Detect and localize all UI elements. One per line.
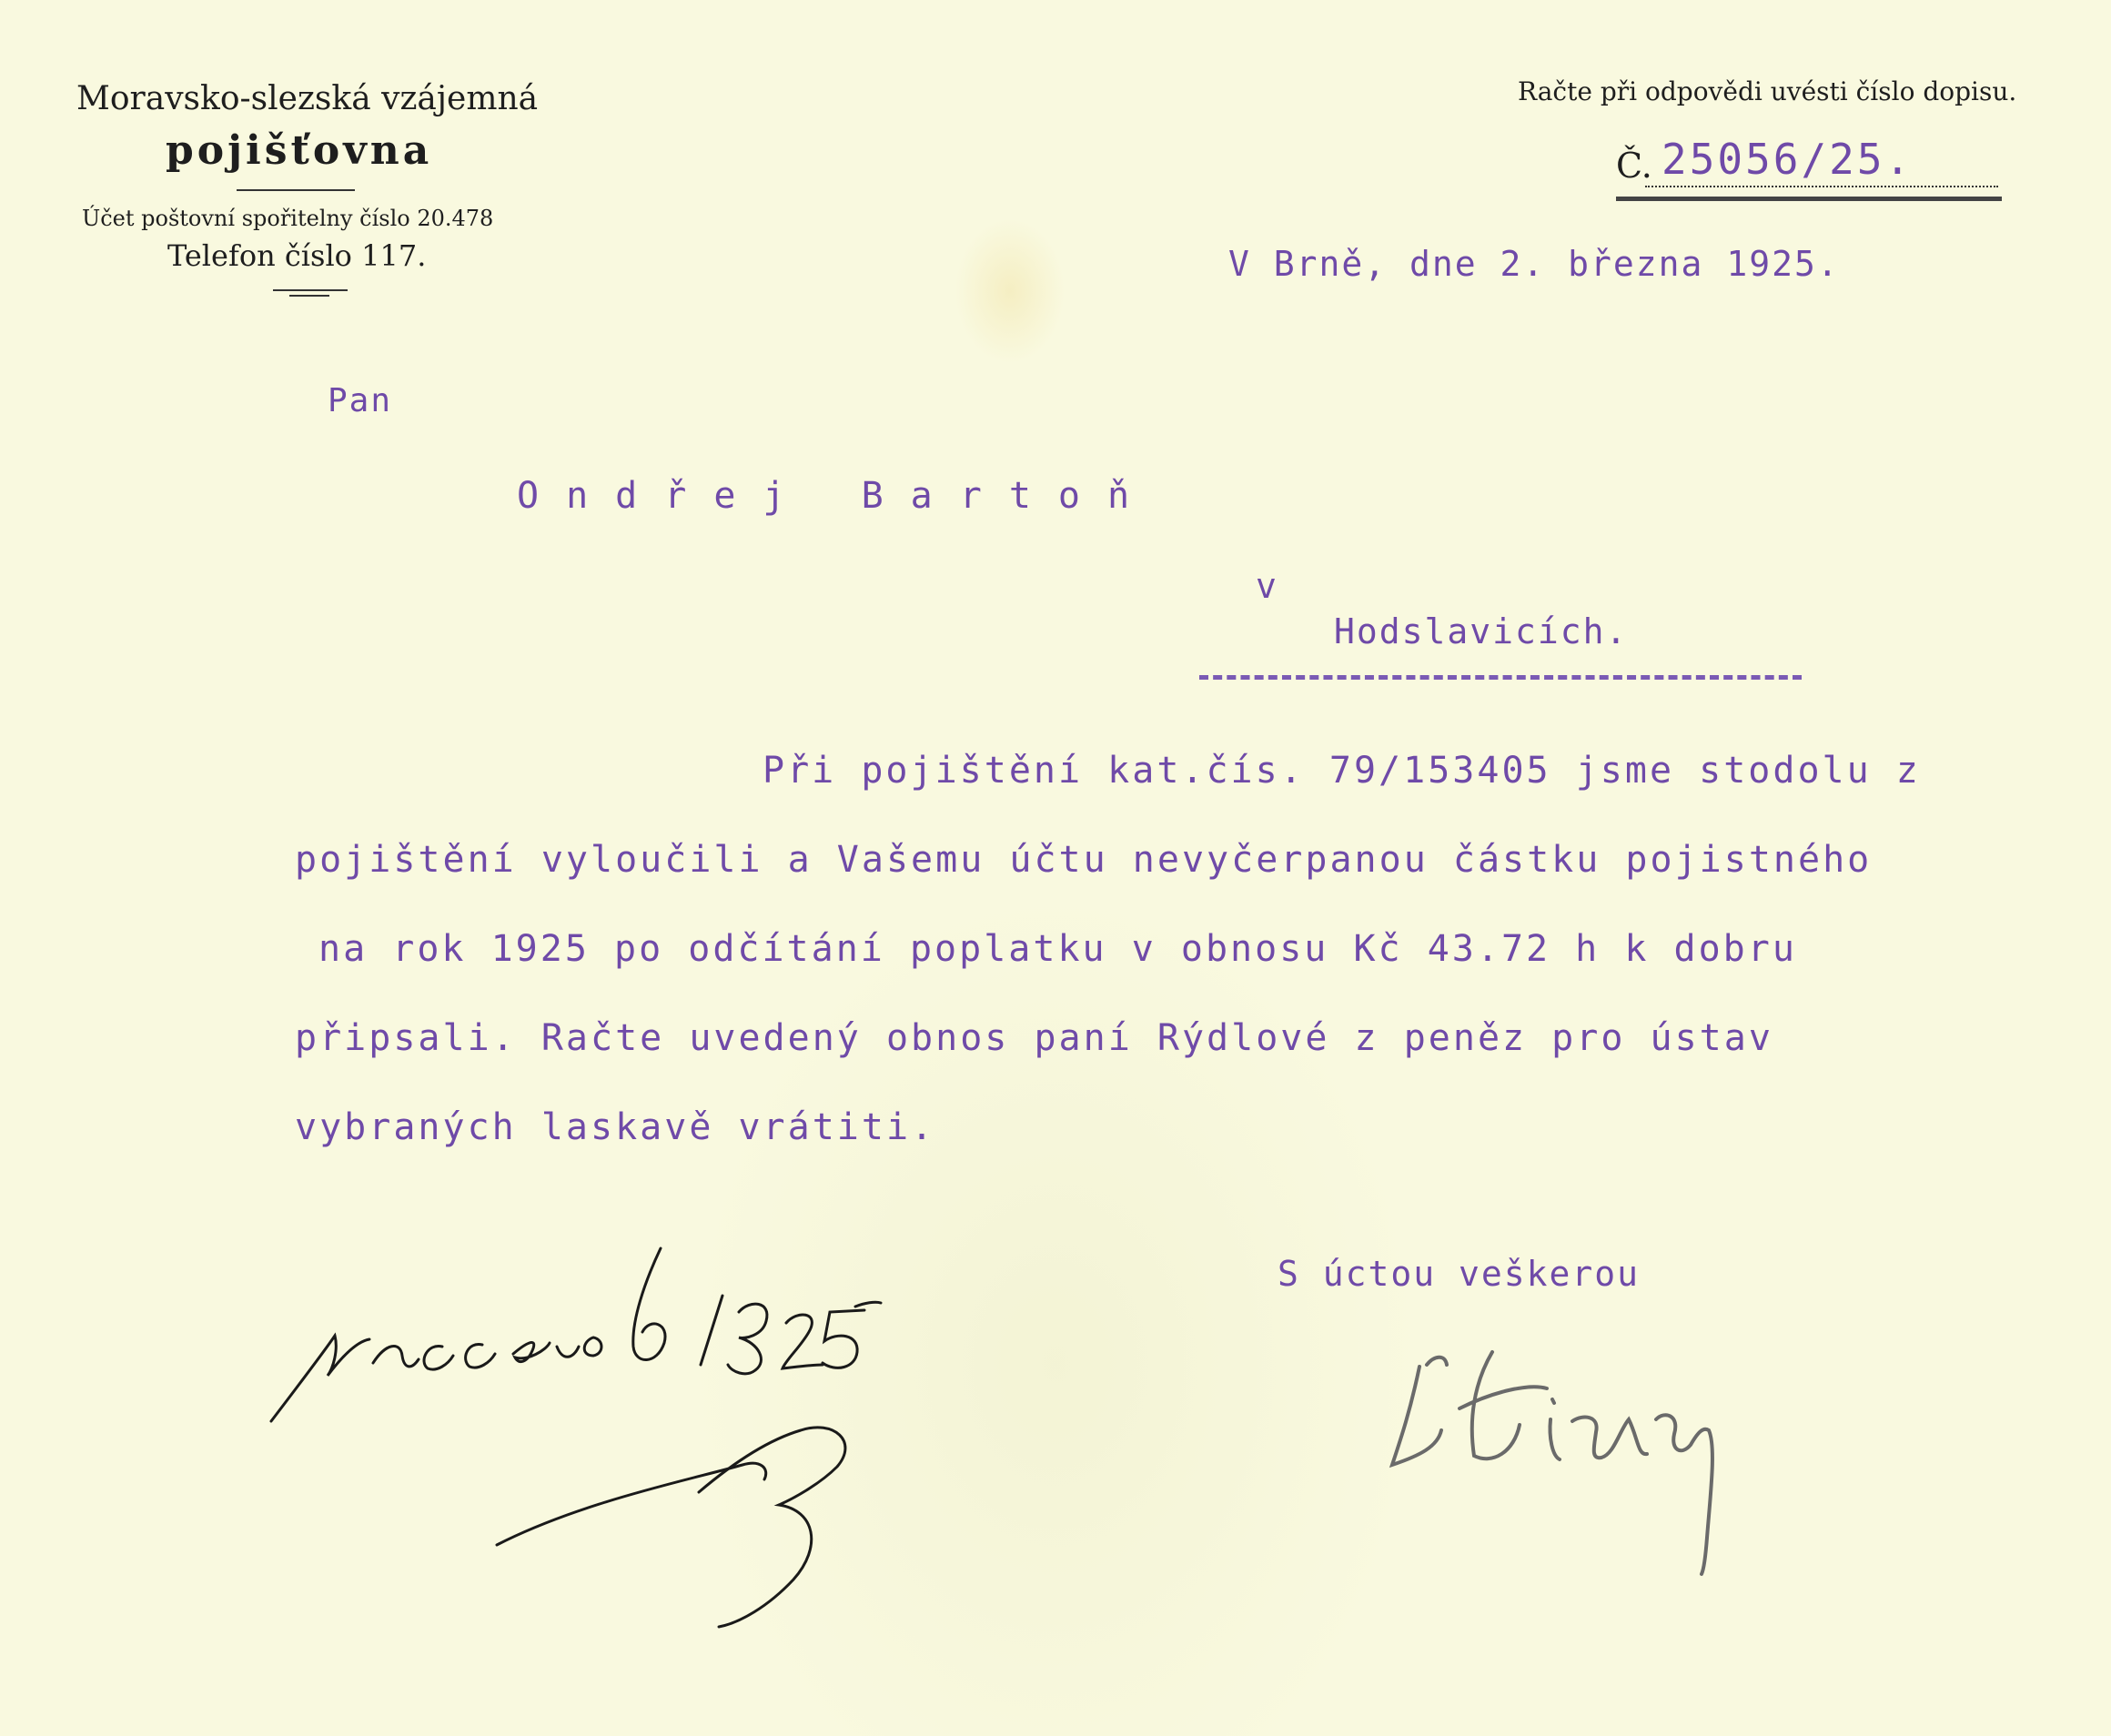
body-line: pojištění vyloučili a Vašemu účtu nevyčerpanou částku pojistného bbox=[295, 839, 1873, 881]
recipient-town: Hodslavicích. bbox=[1334, 611, 1629, 651]
reference-prefix: Č. bbox=[1616, 146, 1652, 186]
reply-instruction: Račte při odpovědi uvésti číslo dopisu. bbox=[1518, 76, 2017, 106]
reference-dotted-line bbox=[1645, 186, 1998, 187]
telephone: Telefon číslo 117. bbox=[167, 238, 427, 273]
recipient-name: Ondřej Bartoň bbox=[517, 475, 1157, 517]
date-line: V Brně, dne 2. března 1925. bbox=[1228, 244, 1840, 284]
body-line: na rok 1925 po odčítání poplatku v obnosu Kč 43.72 h k dobru bbox=[318, 928, 1797, 970]
postal-account: Účet poštovní spořitelny číslo 20.478 bbox=[82, 206, 494, 231]
company-name: Moravsko-slezská vzájemná bbox=[76, 80, 539, 117]
address-underline bbox=[1199, 675, 1802, 680]
letterhead-ornament-rule-2 bbox=[289, 295, 329, 297]
closing: S úctou veškerou bbox=[1278, 1254, 1641, 1294]
body-line: připsali. Račte uvedený obnos paní Rýdlové z peněz pro ústav bbox=[295, 1017, 1773, 1059]
reference-underline bbox=[1616, 197, 2002, 201]
reference-number: 25056/25. bbox=[1662, 135, 1914, 184]
body-line: Při pojištění kat.čís. 79/153405 jsme stodolu z bbox=[763, 750, 1921, 792]
letterhead-ornament-rule bbox=[273, 289, 348, 291]
letterhead-rule bbox=[237, 189, 355, 191]
salutation: Pan bbox=[328, 382, 393, 419]
body-line: vybraných laskavě vrátiti. bbox=[295, 1106, 936, 1148]
recipient-preposition: v bbox=[1256, 566, 1278, 606]
company-title: pojišťovna bbox=[166, 127, 433, 174]
